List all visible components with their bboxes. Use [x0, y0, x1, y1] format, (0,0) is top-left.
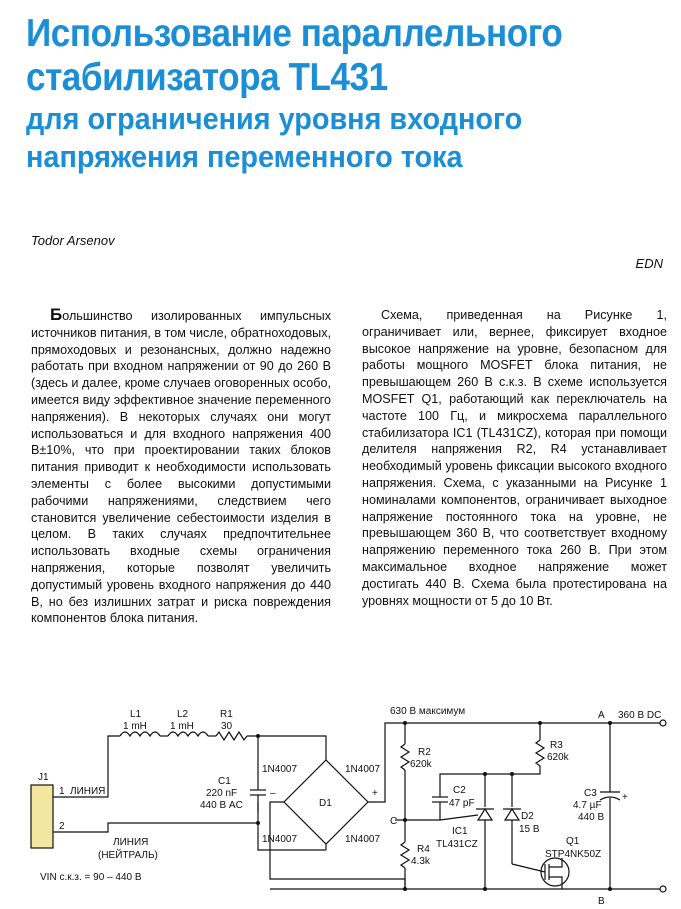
diode-label-tl: 1N4007: [262, 764, 298, 775]
title-line-1: Использование параллельного: [26, 12, 563, 55]
title-line-4: напряжения переменного тока: [26, 139, 463, 174]
d1-name: D1: [319, 798, 332, 809]
c3-name: C3: [584, 788, 597, 799]
bridge-plus: +: [372, 788, 378, 799]
author-name: Todor Arsenov: [31, 233, 115, 248]
terminal-b: [660, 886, 666, 892]
l2-value: 1 mH: [170, 721, 194, 732]
max-voltage-label: 630 В максимум: [390, 706, 466, 717]
left-column-text: ольшинство изолированных импульсных источников питания, в том числе, обратноходовых, прямоходовых и резонансных, должно надежно работать при входном напряжении от 90 до 260 В (здесь и далее, кроме случаев оговоренных особо, имеется виду эффективное значение переменного напряжения). В некоторых случаях они могут использоваться и для входного напряжения 400 В±10%, что при проектировании таких блоков питания приводит к необходимости использовать элементы с более высокими допустимыми рабочими напряжениями, следствием чего становится увеличение себестоимости изделия в целом. В таких случаях предпочтительнее использовать входные схемы ограничения напряжения, которые позволят увеличить допустимый уровень входного напряжения до 440 В, но без излишних затрат и риска повреждения компонентов блока питания.: [31, 309, 331, 626]
article-title: [26, 12, 666, 176]
r2-resistor: [401, 744, 409, 770]
r4-resistor: [401, 842, 409, 868]
c3-value-2: 440 В: [578, 812, 605, 823]
title-line-3: для ограничения уровня входного: [26, 101, 523, 136]
article-column-left: [31, 307, 331, 627]
ic1-shunt-regulator: [478, 809, 492, 820]
c2-name: C2: [453, 785, 466, 796]
l1-name: L1: [130, 709, 142, 720]
right-column-text: Схема, приведенная на Рисунке 1, ограничивает или, вернее, фиксирует входное высокое напряжение на уровне, безопасном для работы мощного MOSFET блока питания, не превышающем 260 В с.к.з. В схеме используется MOSFET Q1, работающий как переключатель на частоте 100 Гц, и микросхема параллельного стабилизатора IC1 (TL431CZ), которая при помощи делителя напряжения R2, R4 устанавливает необходимый уровень фиксации высокого входного напряжения. Схема, с указанными на Рисунке 1 номиналами компонентов, ограничивает выходное напряжение постоянного тока на уровне, не превышающем 360 В, что соответствует входному напряжению переменного тока 260 В. При этом максимальное входное напряжение может достигать 440 В. Схема была протестирована на уровнях мощности от 5 до 10 Вт.: [362, 308, 667, 608]
c2-value: 47 pF: [449, 798, 475, 809]
r2-value: 620k: [410, 759, 432, 770]
c1-value-2: 440 В AC: [200, 800, 243, 811]
r4-value: 4.3k: [411, 856, 430, 867]
vin-label: VIN с.к.з. = 90 – 440 В: [40, 872, 142, 883]
diode-label-tr: 1N4007: [345, 764, 381, 775]
c3-value-1: 4.7 µF: [573, 800, 602, 811]
pin2-label: 2: [59, 821, 65, 832]
r4-name: R4: [417, 844, 430, 855]
r2-name: R2: [418, 747, 431, 758]
c1-value-1: 220 nF: [206, 788, 238, 799]
diode-label-bl: 1N4007: [262, 834, 298, 845]
source-name: EDN: [635, 256, 663, 271]
r3-name: R3: [550, 740, 563, 751]
c3-polarity: +: [622, 792, 628, 803]
l2-inductor: [168, 732, 208, 736]
node-b-label: B: [598, 896, 605, 907]
r3-value: 620k: [547, 752, 569, 763]
r1-value: 30: [221, 721, 233, 732]
node-a-label: A: [598, 710, 605, 721]
output-voltage-label: 360 В DC: [618, 710, 662, 721]
neutral-label-2: (НЕЙТРАЛЬ): [98, 850, 158, 861]
l1-value: 1 mH: [123, 721, 147, 732]
d2-value: 15 В: [519, 824, 540, 835]
d2-zener: [505, 809, 519, 820]
node-c-label: C: [390, 816, 398, 827]
r1-resistor: [216, 732, 247, 740]
l1-inductor: [120, 732, 160, 736]
ic1-name: IC1: [452, 826, 468, 837]
title-line-2: стабилизатора TL431: [26, 56, 388, 99]
r1-name: R1: [220, 709, 233, 720]
d2-name: D2: [521, 811, 534, 822]
drop-cap: Б: [50, 305, 63, 324]
circuit-schematic: [0, 692, 681, 909]
ic1-value: TL431CZ: [436, 839, 478, 850]
pin1-label: 1: [59, 786, 65, 797]
l2-name: L2: [177, 709, 189, 720]
r3-resistor: [536, 740, 544, 766]
bridge-minus: –: [270, 788, 276, 799]
neutral-label-1: ЛИНИЯ: [113, 837, 149, 848]
diode-label-br: 1N4007: [345, 834, 381, 845]
q1-name: Q1: [566, 836, 580, 847]
j1-connector: [31, 785, 53, 848]
q1-value: STP4NK50Z: [545, 849, 602, 860]
c1-name: C1: [218, 776, 231, 787]
line-label: ЛИНИЯ: [70, 786, 106, 797]
j1-name: J1: [38, 772, 49, 783]
article-column-right: [362, 307, 667, 609]
